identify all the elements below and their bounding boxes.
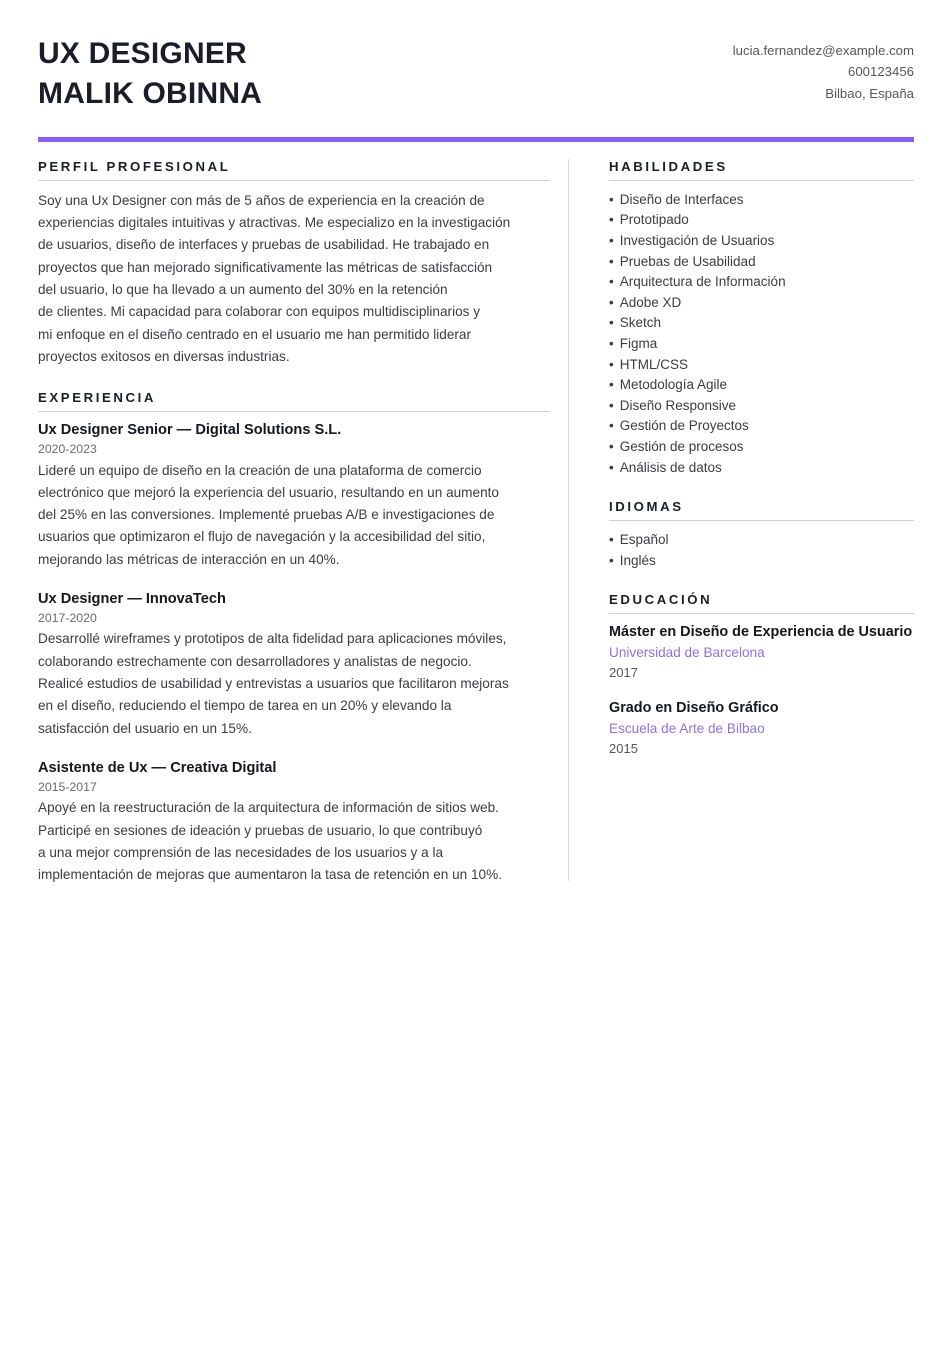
profile-line: de clientes. Mi capacidad para colaborar con equipos multidisciplinarios y [38, 304, 481, 320]
section-experience [38, 390, 550, 886]
list-item [609, 551, 914, 572]
job-dates: 2015-2017 [38, 779, 97, 794]
profile-line: experiencias digitales intuitivas y atractivas. Me especializo en la investigación [38, 215, 511, 231]
contact-location: Bilbao, España [825, 85, 914, 101]
resume-body [38, 159, 914, 887]
bullet-icon: • [609, 274, 614, 290]
section-title-experience: EXPERIENCIA [38, 390, 550, 412]
list-item [609, 458, 914, 479]
skill-label: Diseño Responsive [619, 397, 737, 413]
list-item [609, 334, 914, 355]
list-item [609, 416, 914, 437]
list-item [609, 190, 914, 211]
skill-label: Pruebas de Usabilidad [619, 253, 756, 269]
job-description-line: Apoyé en la reestructuración de la arquitectura de información de sitios web. [38, 800, 499, 816]
job-description-line: electrónico que mejoró la experiencia del usuario, resultando en un aumento [38, 484, 499, 500]
skill-label: Investigación de Usuarios [619, 232, 775, 248]
section-education [609, 592, 914, 758]
bullet-icon: • [609, 335, 614, 351]
profile-line: Soy una Ux Designer con más de 5 años de experiencia en la creación de [38, 192, 485, 208]
bullet-icon: • [609, 459, 614, 475]
education-entry [609, 699, 914, 758]
bullet-icon: • [609, 552, 614, 568]
job-description-line: implementación de mejoras que aumentaron la tasa de retención en un 10%. [38, 867, 502, 883]
job-description-line: usuarios que optimizaron el flujo de navegación y la accesibilidad del sitio, [38, 529, 486, 545]
section-title-languages: IDIOMAS [609, 499, 914, 521]
skill-label: Arquitectura de Información [619, 274, 786, 290]
job-description-line: Participé en sesiones de ideación y pruebas de usuario, lo que contribuyó [38, 822, 483, 838]
experience-entry [38, 590, 550, 740]
contact-phone[interactable]: 600123456 [847, 64, 914, 80]
education-degree: Máster en Diseño de Experiencia de Usuario [609, 624, 913, 641]
job-description-line: Realicé estudios de usabilidad y entrevistas a usuarios que facilitaron mejoras [38, 676, 509, 692]
skill-label: HTML/CSS [619, 356, 688, 372]
contact-email[interactable]: lucia.fernandez@example.com [732, 43, 914, 58]
job-description-line: en el diseño, reduciendo el tiempo de tarea en un 20% y elevando la [38, 698, 452, 714]
profile-line: proyectos exitosos en diversas industrias. [38, 348, 290, 364]
profile-text [38, 190, 550, 368]
skill-label: Diseño de Interfaces [619, 191, 744, 207]
education-school[interactable]: Escuela de Arte de Bilbao [609, 721, 765, 737]
list-item [609, 437, 914, 458]
bullet-icon: • [609, 253, 614, 269]
skill-label: Adobe XD [619, 294, 682, 310]
job-description-line: satisfacción del usuario en un 15%. [38, 720, 252, 736]
job-title: Asistente de Ux — Creativa Digital [38, 759, 277, 776]
bullet-icon: • [609, 377, 614, 393]
section-title-profile: PERFIL PROFESIONAL [38, 159, 550, 181]
job-description-line: Lideré un equipo de diseño en la creación de una plataforma de comercio [38, 462, 482, 478]
job-title: Ux Designer — InnovaTech [38, 591, 226, 608]
list-item [609, 231, 914, 252]
accent-divider-bar [38, 137, 914, 142]
job-dates: 2020-2023 [38, 442, 97, 457]
candidate-name [38, 34, 262, 114]
bullet-icon: • [609, 212, 614, 228]
job-description-line: mejorando las métricas de interacción en un 40%. [38, 551, 340, 567]
education-year: 2017 [609, 665, 638, 681]
skill-label: Sketch [619, 315, 662, 331]
contact-info [733, 34, 914, 104]
job-description [38, 797, 550, 886]
list-item [609, 375, 914, 396]
job-description [38, 460, 550, 571]
job-description-line: Desarrollé wireframes y prototipos de alta fidelidad para aplicaciones móviles, [38, 631, 507, 647]
language-label: Español [619, 532, 669, 548]
full-name-line: MALIK OBINNA [38, 76, 263, 110]
education-entry [609, 623, 914, 682]
skill-label: Gestión de procesos [619, 438, 744, 454]
list-item [609, 210, 914, 231]
section-languages [609, 499, 914, 571]
skill-label: Gestión de Proyectos [619, 418, 749, 434]
bullet-icon: • [609, 232, 614, 248]
list-item [609, 396, 914, 417]
list-item [609, 313, 914, 334]
list-item [609, 530, 914, 551]
bullet-icon: • [609, 191, 614, 207]
skills-list [609, 190, 914, 478]
bullet-icon: • [609, 315, 614, 331]
job-description-line: del 25% en las conversiones. Implementé pruebas A/B e investigaciones de [38, 507, 495, 523]
languages-list [609, 530, 914, 571]
section-skills [609, 159, 914, 478]
section-profile [38, 159, 550, 368]
job-role-line: UX DESIGNER [38, 37, 247, 70]
experience-entry [38, 759, 550, 887]
experience-entry [38, 421, 550, 571]
bullet-icon: • [609, 438, 614, 454]
bullet-icon: • [609, 532, 614, 548]
profile-line: proyectos que han mejorado significativamente las métricas de satisfacción [38, 259, 493, 275]
job-dates: 2017-2020 [38, 611, 97, 626]
bullet-icon: • [609, 356, 614, 372]
list-item [609, 355, 914, 376]
section-title-education: EDUCACIÓN [609, 592, 914, 614]
profile-line: mi enfoque en el diseño centrado en el usuario me han permitido liderar [38, 326, 471, 342]
skill-label: Metodología Agile [619, 377, 728, 393]
left-column [38, 159, 568, 887]
section-title-skills: HABILIDADES [609, 159, 914, 181]
skill-label: Prototipado [619, 212, 689, 228]
skill-label: Figma [619, 335, 658, 351]
right-column [569, 159, 914, 887]
education-year: 2015 [609, 741, 638, 757]
list-item [609, 252, 914, 273]
education-school[interactable]: Universidad de Barcelona [609, 645, 765, 661]
bullet-icon: • [609, 397, 614, 413]
skill-label: Análisis de datos [619, 459, 722, 475]
profile-line: de usuarios, diseño de interfaces y pruebas de usabilidad. He trabajado en [38, 237, 490, 253]
bullet-icon: • [609, 418, 614, 434]
bullet-icon: • [609, 294, 614, 310]
profile-line: del usuario, lo que ha llevado a un aumento del 30% en la retención [38, 281, 448, 297]
resume-header [38, 0, 914, 114]
job-description-line: a una mejor comprensión de las necesidades de los usuarios y a la [38, 844, 444, 860]
education-degree: Grado en Diseño Gráfico [609, 700, 779, 717]
job-description [38, 628, 550, 739]
list-item [609, 272, 914, 293]
list-item [609, 293, 914, 314]
language-label: Inglés [619, 552, 656, 568]
job-title: Ux Designer Senior — Digital Solutions S.L. [38, 422, 342, 439]
job-description-line: colaborando estrechamente con desarrolladores y analistas de negocio. [38, 653, 472, 669]
